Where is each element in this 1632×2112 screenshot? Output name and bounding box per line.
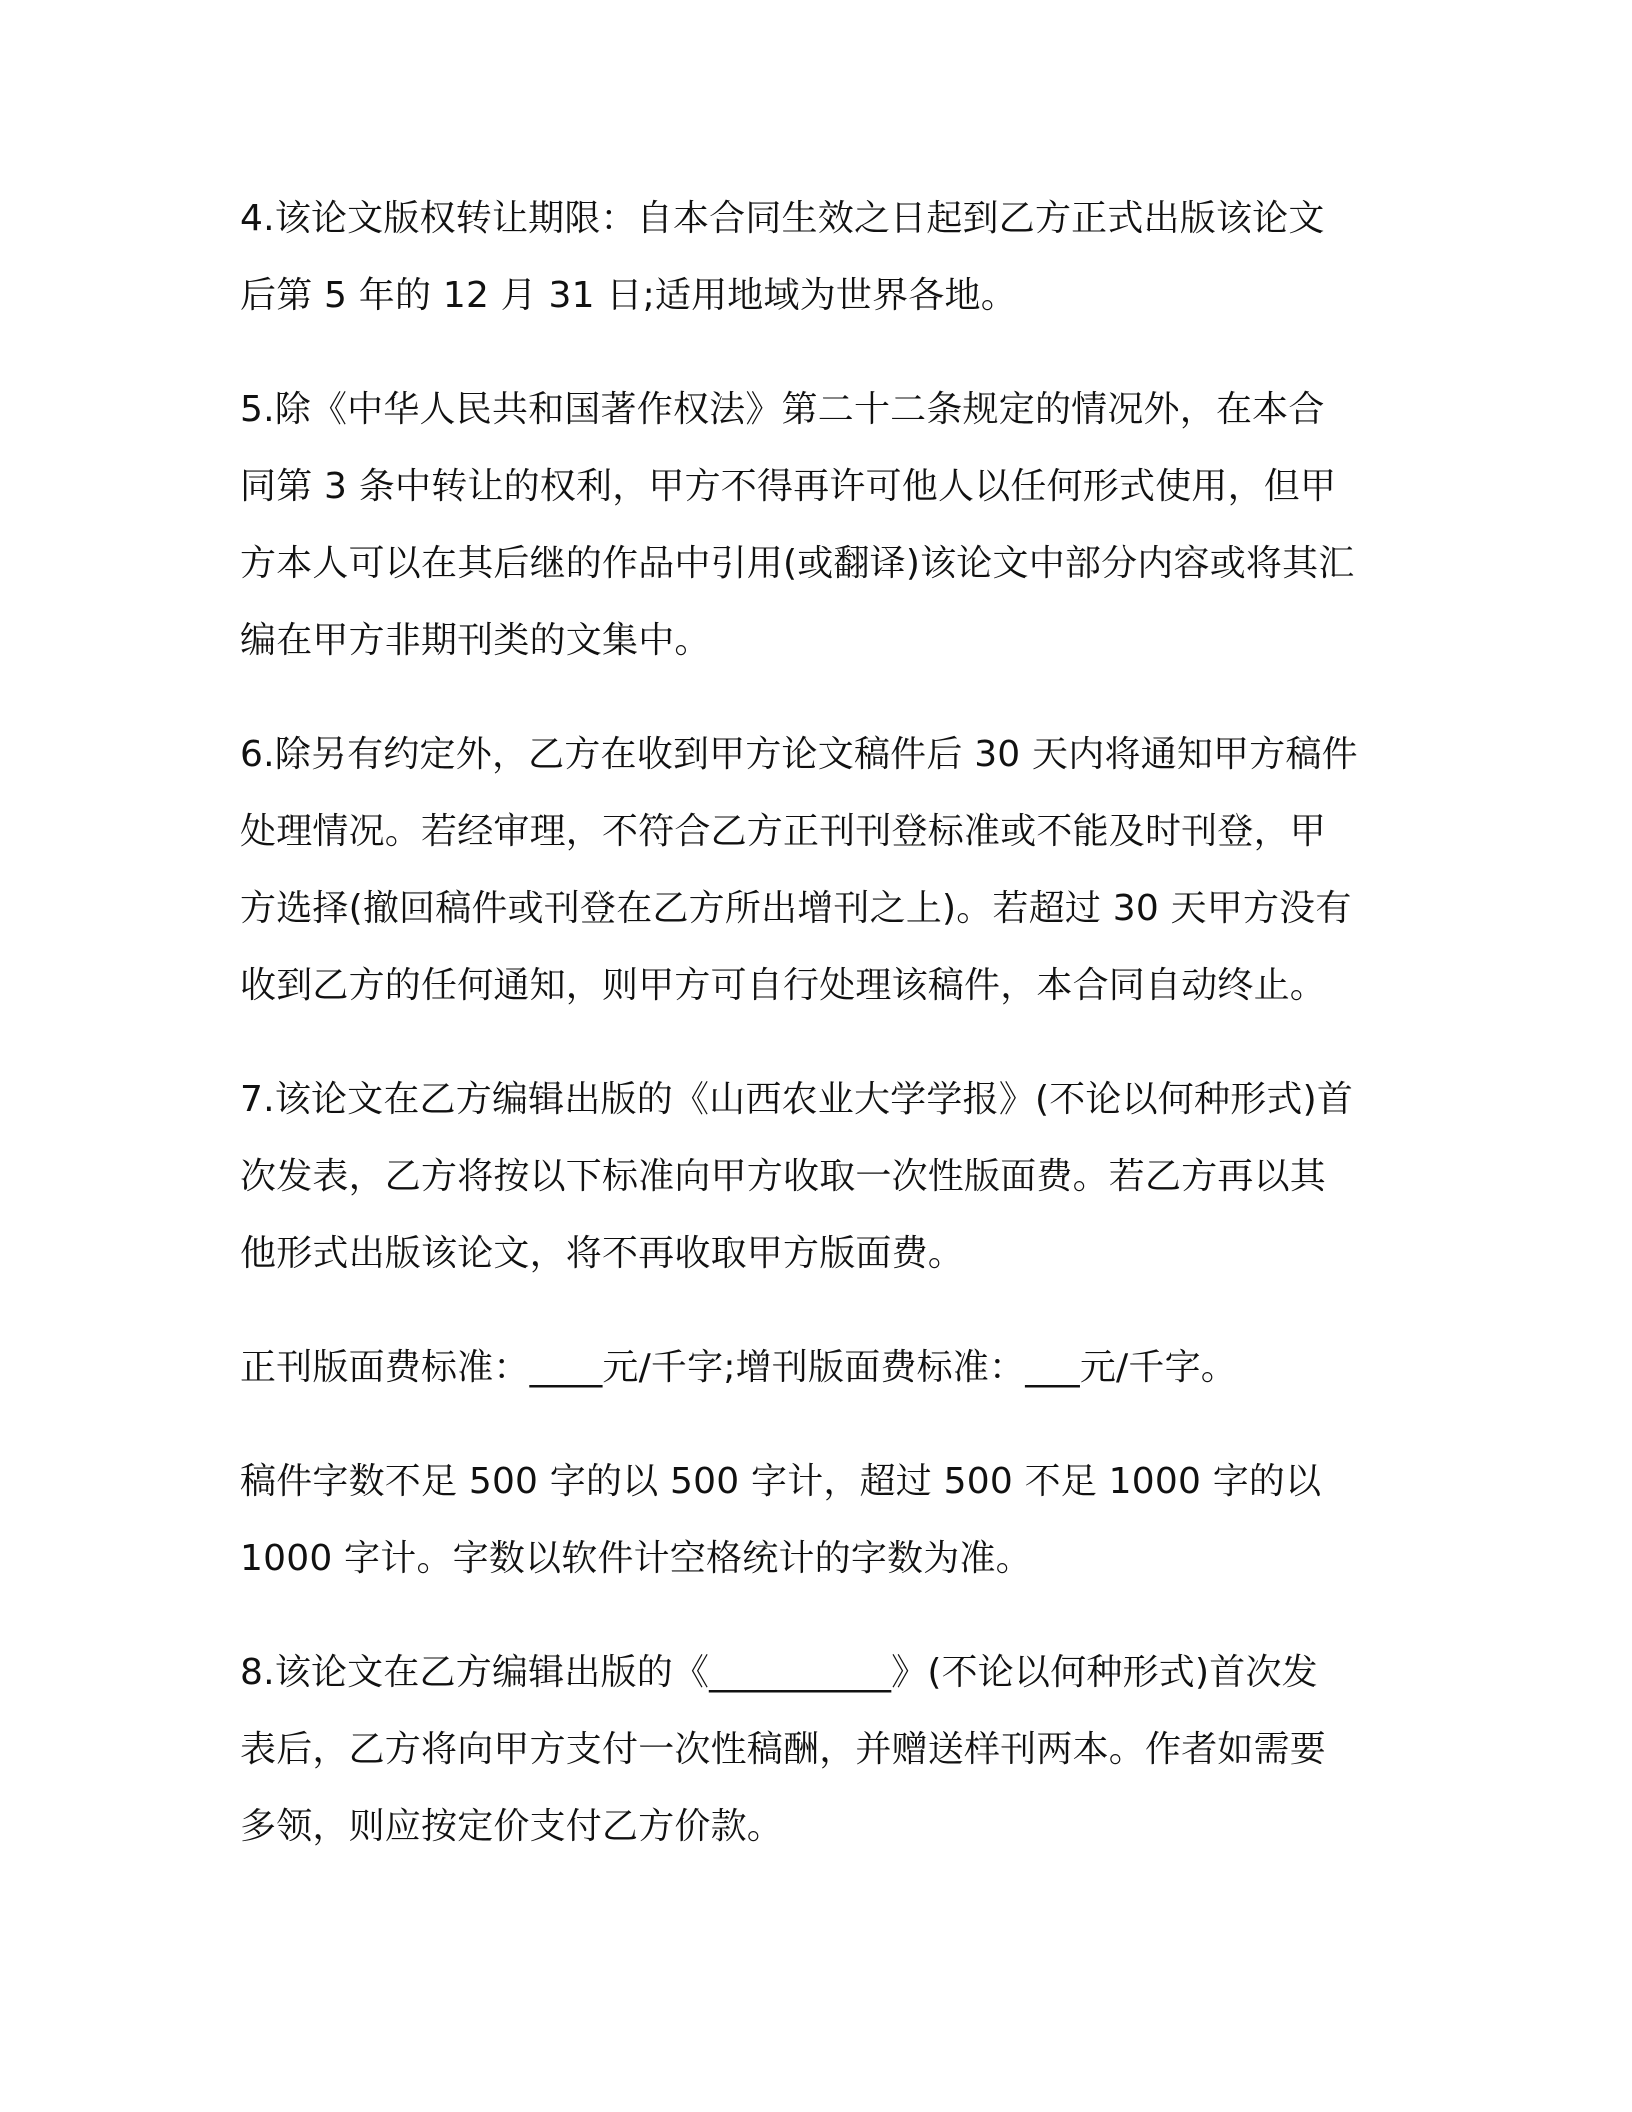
text-line: 6.除另有约定外，乙方在收到甲方论文稿件后 30 天内将通知甲方稿件 bbox=[240, 734, 1358, 775]
document-body bbox=[240, 180, 1420, 1902]
text-line: 方选择(撤回稿件或刊登在乙方所出增刊之上)。若超过 30 天甲方没有 bbox=[240, 888, 1352, 929]
text-line: 他形式出版该论文，将不再收取甲方版面费。 bbox=[240, 1233, 965, 1274]
text-line: 1000 字计。字数以软件计空格统计的字数为准。 bbox=[240, 1538, 1032, 1579]
clause-4-paragraph bbox=[240, 180, 1420, 334]
text-line: 表后，乙方将向甲方支付一次性稿酬，并赠送样刊两本。作者如需要 bbox=[240, 1729, 1327, 1770]
clause-6-paragraph bbox=[240, 716, 1420, 1024]
text-line: 同第 3 条中转让的权利，甲方不得再许可他人以任何形式使用，但甲 bbox=[240, 466, 1337, 507]
text-line: 5.除《中华人民共和国著作权法》第二十二条规定的情况外，在本合 bbox=[240, 389, 1325, 430]
text-line: 方本人可以在其后继的作品中引用(或翻译)该论文中部分内容或将其汇 bbox=[240, 543, 1355, 584]
word-count-paragraph bbox=[240, 1443, 1420, 1597]
text-line: 稿件字数不足 500 字的以 500 字计，超过 500 不足 1000 字的以 bbox=[240, 1461, 1322, 1502]
text-line: 次发表，乙方将按以下标准向甲方收取一次性版面费。若乙方再以其 bbox=[240, 1156, 1327, 1197]
text-line: 处理情况。若经审理，不符合乙方正刊刊登标准或不能及时刊登，甲 bbox=[240, 811, 1327, 852]
text-line: 后第 5 年的 12 月 31 日;适用地域为世界各地。 bbox=[240, 275, 1017, 316]
text-line: 收到乙方的任何通知，则甲方可自行处理该稿件，本合同自动终止。 bbox=[240, 965, 1327, 1006]
text-line: 8.该论文在乙方编辑出版的《__________》(不论以何种形式)首次发 bbox=[240, 1652, 1318, 1693]
clause-8-paragraph bbox=[240, 1634, 1420, 1865]
clause-7-paragraph bbox=[240, 1061, 1420, 1292]
text-line: 多领，则应按定价支付乙方价款。 bbox=[240, 1806, 784, 1847]
text-line: 正刊版面费标准：____元/千字;增刊版面费标准：___元/千字。 bbox=[240, 1347, 1237, 1388]
text-line: 4.该论文版权转让期限：自本合同生效之日起到乙方正式出版该论文 bbox=[240, 198, 1325, 239]
text-line: 7.该论文在乙方编辑出版的《山西农业大学学报》(不论以何种形式)首 bbox=[240, 1079, 1354, 1120]
clause-5-paragraph bbox=[240, 371, 1420, 679]
text-line: 编在甲方非期刊类的文集中。 bbox=[240, 620, 711, 661]
fee-standard-paragraph bbox=[240, 1329, 1420, 1406]
